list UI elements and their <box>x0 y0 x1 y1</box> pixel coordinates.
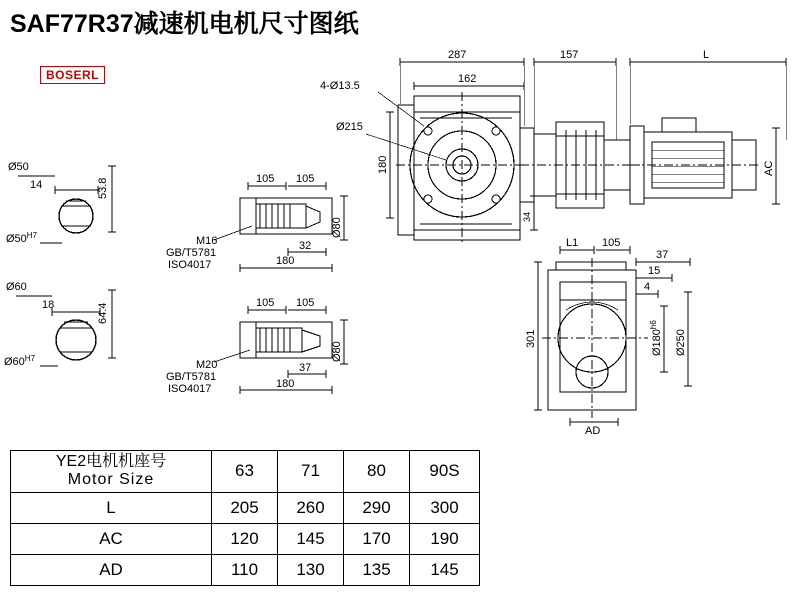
table-header-label <box>11 451 212 493</box>
table-cell-AC-63: 120 <box>212 523 278 554</box>
dim-L1: L1 <box>566 237 579 249</box>
dim-d180: $Ø180^{h6}$ <box>649 320 663 356</box>
dim-d80-lower: Ø80 <box>331 341 343 362</box>
table-row-label-L: L <box>11 492 212 523</box>
dim-AC: AC <box>763 160 775 176</box>
dim-AD: AD <box>585 425 601 437</box>
table-cell-AC-71: 145 <box>278 523 344 554</box>
table-row <box>11 523 480 554</box>
table-row-label-AC: AC <box>11 523 212 554</box>
table-cell-AD-63: 110 <box>212 554 278 585</box>
page-title: SAF77R37减速机电机尺寸图纸 <box>10 10 359 38</box>
dim-180-main: 180 <box>377 155 389 174</box>
table-row-header <box>11 451 480 493</box>
dim-180-lower: 180 <box>276 378 295 390</box>
dim-301: 301 <box>525 329 537 348</box>
table-cell-L-90S: 300 <box>410 492 480 523</box>
dim-14: 14 <box>30 179 43 191</box>
label-4-hole: 4-Ø13.5 <box>320 80 360 92</box>
dim-d60h7: $Ø60^{H7}$ <box>4 354 36 368</box>
table-header-col-1: 71 <box>278 451 344 493</box>
dim-32: 32 <box>299 240 312 252</box>
dim-157: 157 <box>560 49 579 61</box>
dim-105-a: 105 <box>256 173 275 185</box>
table-header-col-3: 90S <box>410 451 480 493</box>
table-cell-AC-90S: 190 <box>410 523 480 554</box>
table-header-col-0: 63 <box>212 451 278 493</box>
label-m20: M20 <box>196 359 218 371</box>
table-cell-AD-71: 130 <box>278 554 344 585</box>
dim-d50h7: $Ø50^{H7}$ <box>6 231 38 245</box>
table-cell-AD-90S: 145 <box>410 554 480 585</box>
dim-d60: Ø60 <box>6 281 27 293</box>
table-row-label-AD: AD <box>11 554 212 585</box>
dim-d80-upper: Ø80 <box>331 217 343 238</box>
dim-d250: Ø250 <box>675 329 687 356</box>
dim-64-4: 64.4 <box>97 302 109 324</box>
dim-37-br: 37 <box>656 249 669 261</box>
dim-18: 18 <box>42 299 55 311</box>
table-cell-L-80: 290 <box>344 492 410 523</box>
table-cell-L-71: 260 <box>278 492 344 523</box>
dim-105-c: 105 <box>256 297 275 309</box>
dim-105-br: 105 <box>602 237 621 249</box>
label-iso4017-lower: ISO4017 <box>168 383 212 395</box>
label-gb-t5781-lower: GB/T5781 <box>166 371 217 383</box>
dim-105-b: 105 <box>296 173 315 185</box>
dim-d215: Ø215 <box>336 121 363 133</box>
label-gb-t5781-upper: GB/T5781 <box>166 247 217 259</box>
brand-logo: BOSERL <box>40 66 105 84</box>
dim-287: 287 <box>448 49 467 61</box>
motor-size-table <box>10 450 480 586</box>
dim-15: 15 <box>648 265 661 277</box>
dim-d50: Ø50 <box>8 161 29 173</box>
dim-53-8: 53.8 <box>97 177 109 199</box>
table-cell-L-63: 205 <box>212 492 278 523</box>
dim-105-d: 105 <box>296 297 315 309</box>
dim-34: 34 <box>522 211 532 222</box>
label-m16: M16 <box>196 235 218 247</box>
table-header-en: Motor Size <box>67 471 155 489</box>
table-row <box>11 492 480 523</box>
label-iso4017-upper: ISO4017 <box>168 259 212 271</box>
dim-180-upper: 180 <box>276 255 295 267</box>
table-cell-AD-80: 135 <box>344 554 410 585</box>
dim-L: L <box>703 49 710 61</box>
table-cell-AC-80: 170 <box>344 523 410 554</box>
table-header-cn: YE2电机机座号 <box>55 453 167 470</box>
dim-4: 4 <box>644 281 651 293</box>
table-row <box>11 554 480 585</box>
table-header-col-2: 80 <box>344 451 410 493</box>
dim-162: 162 <box>458 73 477 85</box>
dim-37-lower: 37 <box>299 362 312 374</box>
